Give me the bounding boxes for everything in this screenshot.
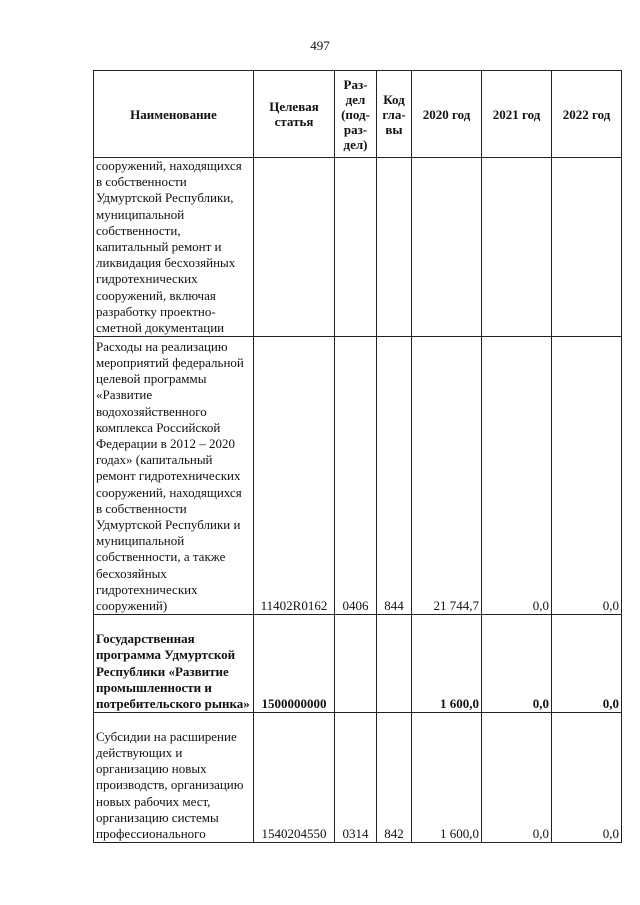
- row-2021: 0,0: [482, 615, 552, 713]
- row-2020: 1 600,0: [412, 713, 482, 843]
- row-2022: 0,0: [552, 615, 622, 713]
- header-section: Раз-дел (под-раз-дел): [335, 71, 377, 158]
- row-2022: [552, 158, 622, 337]
- header-name: Наименование: [94, 71, 254, 158]
- row-2022: 0,0: [552, 713, 622, 843]
- row-target: 1540204550: [254, 713, 335, 843]
- header-2020: 2020 год: [412, 71, 482, 158]
- header-target: Целевая статья: [254, 71, 335, 158]
- table-row: [94, 713, 622, 843]
- budget-table: [93, 70, 622, 843]
- row-target: 1500000000: [254, 615, 335, 713]
- row-section: 0406: [335, 337, 377, 615]
- header-code: Код гла-вы: [377, 71, 412, 158]
- header-row: [94, 71, 622, 158]
- table-row: [94, 158, 622, 337]
- row-code: 844: [377, 337, 412, 615]
- row-name: Субсидии на расширение действующих и организацию новых производств, организацию новых рабочих мест, организацию системы профессионального: [94, 713, 254, 843]
- table-row: [94, 615, 622, 713]
- row-target: 11402R0162: [254, 337, 335, 615]
- row-name: сооружений, находящихся в собственности Удмуртской Республики, муниципальной собственности, капитальный ремонт и ликвидация бесхозяйных гидротехнических сооружений, включая разработку проектно-сметной документации: [94, 158, 254, 337]
- row-2020: 1 600,0: [412, 615, 482, 713]
- row-code: 842: [377, 713, 412, 843]
- header-2022: 2022 год: [552, 71, 622, 158]
- row-section: 0314: [335, 713, 377, 843]
- row-target: [254, 158, 335, 337]
- table-row: [94, 337, 622, 615]
- row-name: Государственная программа Удмуртской Республики «Развитие промышленности и потребительского рынка»: [94, 615, 254, 713]
- header-2021: 2021 год: [482, 71, 552, 158]
- row-2021: [482, 158, 552, 337]
- row-section: [335, 615, 377, 713]
- row-code: [377, 158, 412, 337]
- page-number: 497: [310, 38, 330, 53]
- row-2020: [412, 158, 482, 337]
- row-2021: 0,0: [482, 337, 552, 615]
- row-code: [377, 615, 412, 713]
- row-2022: 0,0: [552, 337, 622, 615]
- row-section: [335, 158, 377, 337]
- row-2020: 21 744,7: [412, 337, 482, 615]
- row-2021: 0,0: [482, 713, 552, 843]
- row-name: Расходы на реализацию мероприятий федеральной целевой программы «Развитие водохозяйственного комплекса Российской Федерации в 2012 – 2020 годах» (капитальный ремонт гидротехнических сооружений, находящихся в собственности Удмуртской Республики и муниципальной собственности, а также бесхозяйных гидротехнических сооружений): [94, 337, 254, 615]
